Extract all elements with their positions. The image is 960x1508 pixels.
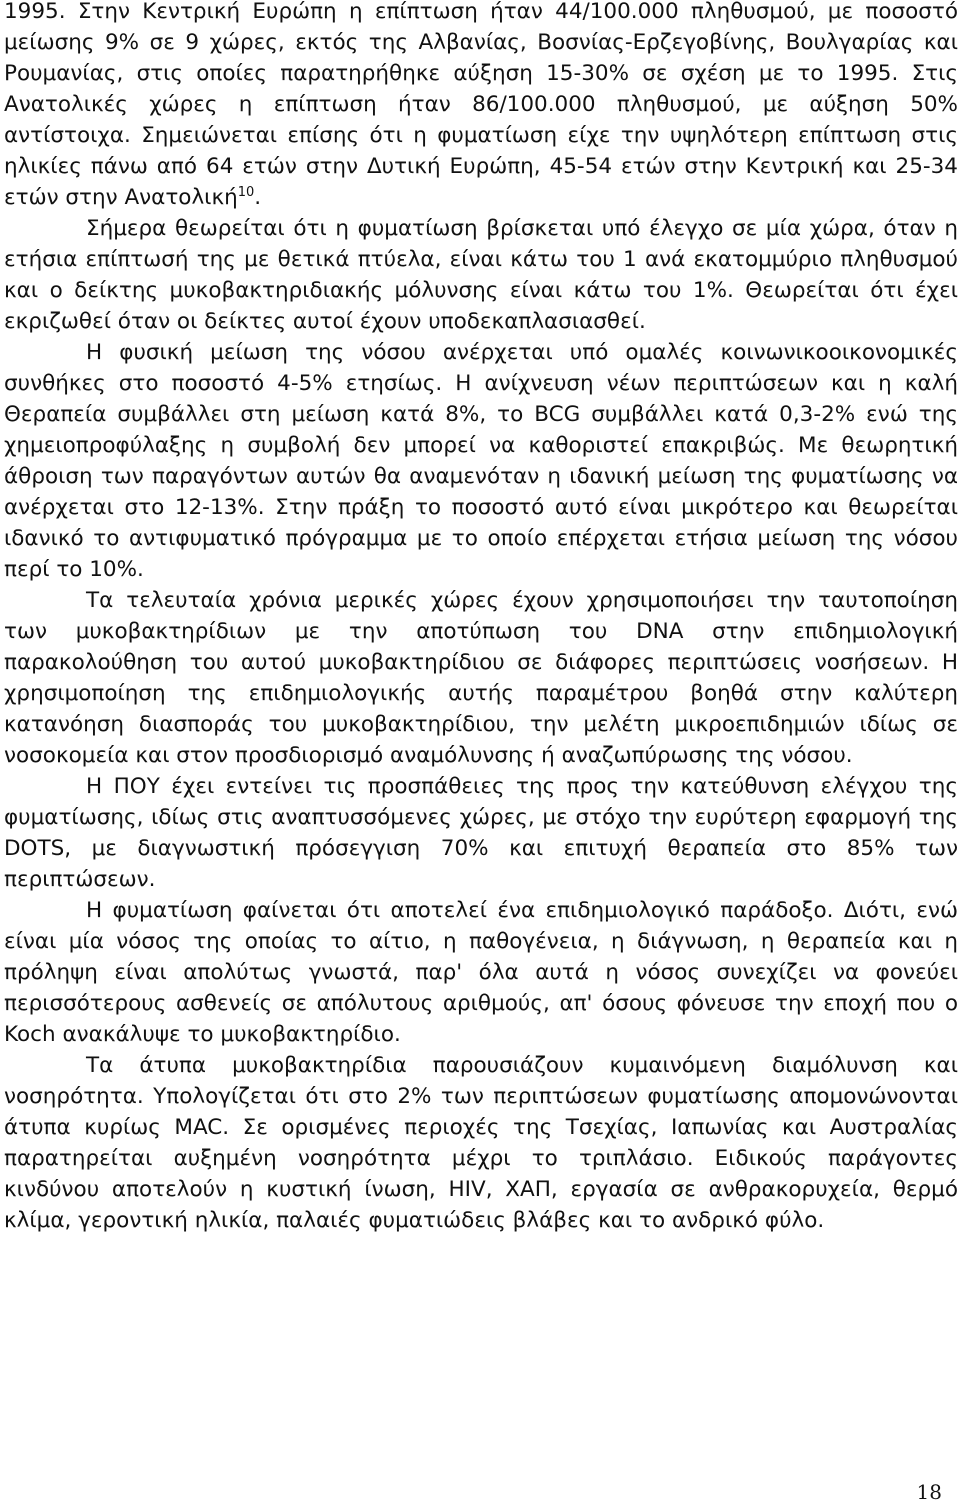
paragraph-text: 1995. Στην Κεντρική Ευρώπη η επίπτωση ήταν 44/100.000 πληθυσμού, με ποσοστό μείωσης 9% σε 9 χώρες, εκτός της Αλβανίας, Βοσνίας-Ερζεγοβίνης, Βουλγαρίας και Ρουμανίας, στις οποίες παρατηρήθηκε αύξηση 15-30% σε σχέση με το 1995. Στις Ανατολικές χώρες η επίπτωση ήταν 86/100.000 πληθυσμού, με αύξηση 50% αντίστοιχα. Σημειώνεται επίσης ότι η φυματίωση είχε την υψηλότερη επίπτωση στις ηλικίες πάνω από 64 ετών στην Δυτική Ευρώπη, 45-54 ετών στην Κεντρική και 25-34 ετών στην Ανατολική bbox=[4, 0, 958, 210]
paragraph-text: Τα άτυπα μυκοβακτηρίδια παρουσιάζουν κυμαινόμενη διαμόλυνση και νοσηρότητα. Υπολογίζεται ότι στο 2% των περιπτώσεων φυματίωσης απομονώνονται άτυπα κυρίως MAC. Σε ορισμένες περιοχές της Τσεχίας, Ιαπωνίας και Αυστραλίας παρατηρείται αυξημένη νοσηρότητα μέχρι το τριπλάσιο. Ειδικούς παράγοντες κινδύνου αποτελούν η κυστική ίνωση, HIV, ΧΑΠ, εργασία σε ανθρακορυχεία, θερμό κλίμα, γεροντική ηλικία, παλαιές φυματιώδεις βλάβες και το ανδρικό φύλο. bbox=[4, 1053, 958, 1233]
footnote-reference: 10 bbox=[237, 184, 255, 200]
paragraph-who-dots bbox=[4, 771, 958, 895]
paragraph-natural-decline bbox=[4, 337, 958, 585]
paragraph-text: Η φυματίωση φαίνεται ότι αποτελεί ένα επιδημιολογικό παράδοξο. Διότι, ενώ είναι μία νόσος της οποίας το αίτιο, η παθογένεια, η διάγνωση, η θεραπεία και η πρόληψη είναι απολύτως γνωστά, παρ' όλα αυτά η νόσος συνεχίζει να φονεύει περισσότερους ασθενείς σε απόλυτους αριθμούς, απ' όσους φόνευσε την εποχή που ο Koch ανακάλυψε το μυκοβακτηρίδιο. bbox=[4, 898, 958, 1047]
paragraph-text: Τα τελευταία χρόνια μερικές χώρες έχουν χρησιμοποιήσει την ταυτοποίηση των μυκοβακτηρίδιων με την αποτύπωση του DNA στην επιδημιολογική παρακολούθηση του αυτού μυκοβακτηρίδιου σε διάφορες περιπτώσεις νοσήσεων. Η χρησιμοποίηση της επιδημιολογικής αυτής παραμέτρου βοηθά στην καλύτερη κατανόηση διασποράς του μυκοβακτηρίδιου, την μελέτη μικροεπιδημιών ιδίως σε νοσοκομεία και στον προσδιορισμό αναμόλυνσης ή αναζωπύρωσης της νόσου. bbox=[4, 588, 958, 768]
paragraph-incidence-europe bbox=[4, 0, 958, 213]
paragraph-tb-control bbox=[4, 213, 958, 337]
body-text bbox=[4, 0, 958, 1236]
paragraph-text: Η φυσική μείωση της νόσου ανέρχεται υπό ομαλές κοινωνικοοικονομικές συνθήκες στο ποσοστό 4-5% ετησίως. Η ανίχνευση νέων περιπτώσεων και η καλή Θεραπεία συμβάλλει στη μείωση κατά 8%, το BCG συμβάλλει κατά 0,3-2% ενώ της χημειοπροφύλαξης η συμβολή δεν μπορεί να καθοριστεί επακριβώς. Με θεωρητική άθροιση των παραγόντων αυτών θα αναμενόταν η ιδανική μείωση της φυματίωσης να ανέρχεται στο 12-13%. Στην πράξη το ποσοστό αυτό είναι μικρότερο και θεωρείται ιδανικό το αντιφυματικό πρόγραμμα με το οποίο επέρχεται ετήσια μείωση της νόσου περί το 10%. bbox=[4, 340, 958, 582]
page-number: 18 bbox=[916, 1480, 942, 1504]
paragraph-atypical-mycobacteria bbox=[4, 1050, 958, 1236]
paragraph-dna-typing bbox=[4, 585, 958, 771]
paragraph-text: Η ΠΟΥ έχει εντείνει τις προσπάθειες της προς την κατεύθυνση ελέγχου της φυματίωσης, ιδίως στις αναπτυσσόμενες χώρες, με στόχο την ευρύτερη εφαρμογή της DOTS, με διαγνωστική πρόσεγγιση 70% και επιτυχή θεραπεία στο 85% των περιπτώσεων. bbox=[4, 774, 958, 892]
paragraph-epidemiological-paradox bbox=[4, 895, 958, 1050]
paragraph-text: Σήμερα θεωρείται ότι η φυματίωση βρίσκεται υπό έλεγχο σε μία χώρα, όταν η ετήσια επίπτωσή της με θετικά πτύελα, είναι κάτω του 1 ανά εκατομμύριο πληθυσμού και ο δείκτης μυκοβακτηριδιακής μόλυνσης είναι κάτω του 1%. Θεωρείται ότι έχει εκριζωθεί όταν οι δείκτες αυτοί έχουν υποδεκαπλασιασθεί. bbox=[4, 216, 958, 334]
paragraph-text-tail: . bbox=[254, 185, 262, 210]
